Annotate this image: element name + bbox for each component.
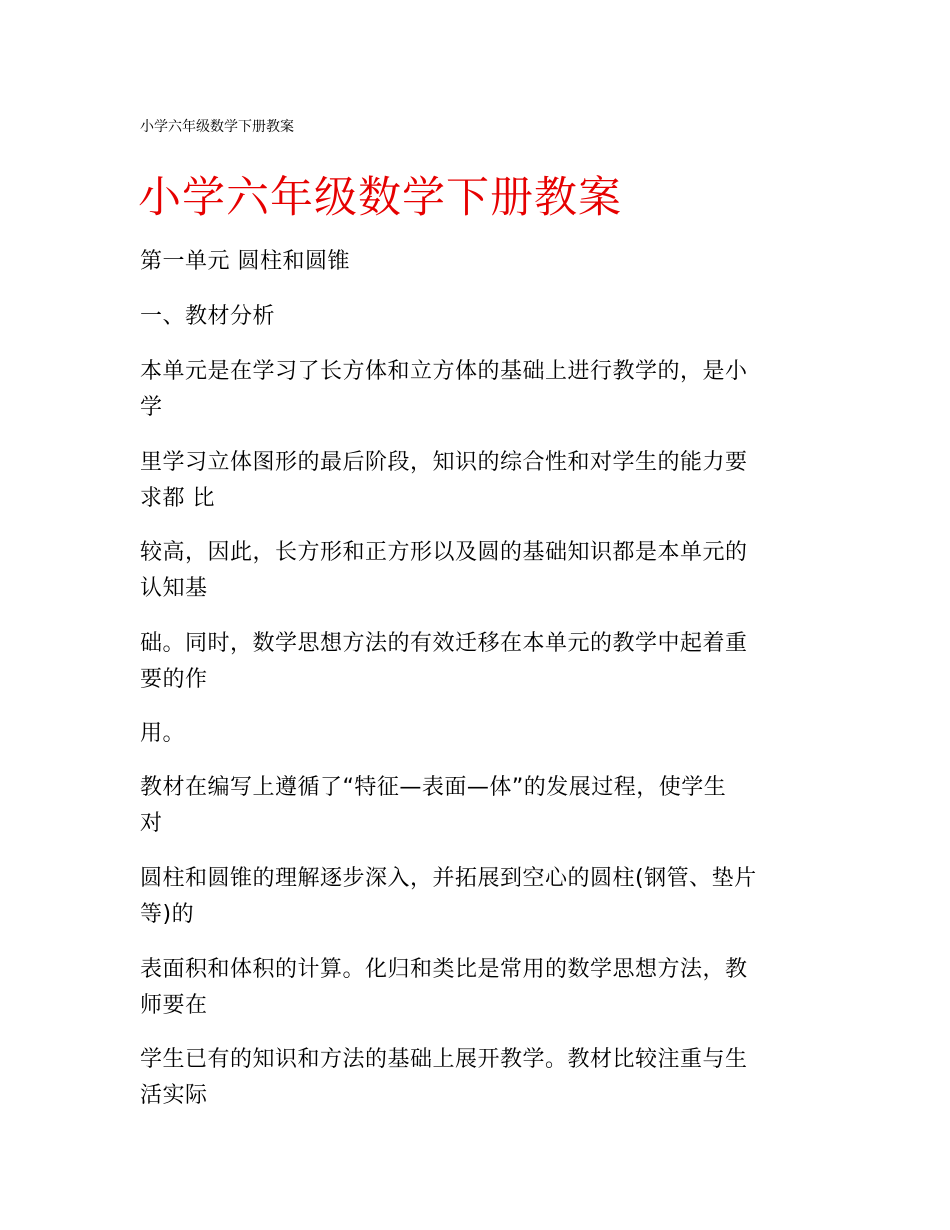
body-text-line: 学生已有的知识和方法的基础上展开教学。教材比较注重与生 bbox=[140, 1047, 748, 1072]
body-text-line: 师要在 bbox=[140, 993, 208, 1018]
body-text-line: 学 bbox=[140, 395, 163, 420]
body-text-line: 里学习立体图形的最后阶段，知识的综合性和对学生的能力要 bbox=[140, 450, 748, 475]
body-text-line: 活实际 bbox=[140, 1083, 208, 1108]
body-text-line: 本单元是在学习了长方体和立方体的基础上进行教学的，是小 bbox=[140, 359, 748, 384]
body-text-line: 要的作 bbox=[140, 667, 208, 692]
body-text-line: 较高，因此，长方形和正方形以及圆的基础知识都是本单元的 bbox=[140, 540, 748, 565]
section-heading-unit-one: 第一单元 圆柱和圆锥 bbox=[140, 249, 350, 274]
body-text-line: 表面积和体积的计算。化归和类比是常用的数学思想方法，教 bbox=[140, 957, 748, 982]
body-text-line: 用。 bbox=[140, 721, 186, 746]
running-header: 小学六年级数学下册教案 bbox=[140, 119, 294, 135]
body-text-line: 等)的 bbox=[140, 902, 195, 927]
body-text-line: 教材在编写上遵循了“特征—表面—体”的发展过程，使学生 bbox=[140, 775, 727, 800]
body-text-line: 对 bbox=[140, 811, 163, 836]
document-title: 小学六年级数学下册教案 bbox=[138, 173, 622, 223]
body-text-line: 础。同时，数学思想方法的有效迁移在本单元的教学中起着重 bbox=[140, 631, 748, 656]
body-text-line: 求都 比 bbox=[140, 486, 215, 511]
body-text-line: 认知基 bbox=[140, 576, 208, 601]
body-text-line: 圆柱和圆锥的理解逐步深入，并拓展到空心的圆柱(钢管、垫片 bbox=[140, 866, 757, 891]
section-heading-textbook-analysis: 一、教材分析 bbox=[140, 304, 276, 329]
